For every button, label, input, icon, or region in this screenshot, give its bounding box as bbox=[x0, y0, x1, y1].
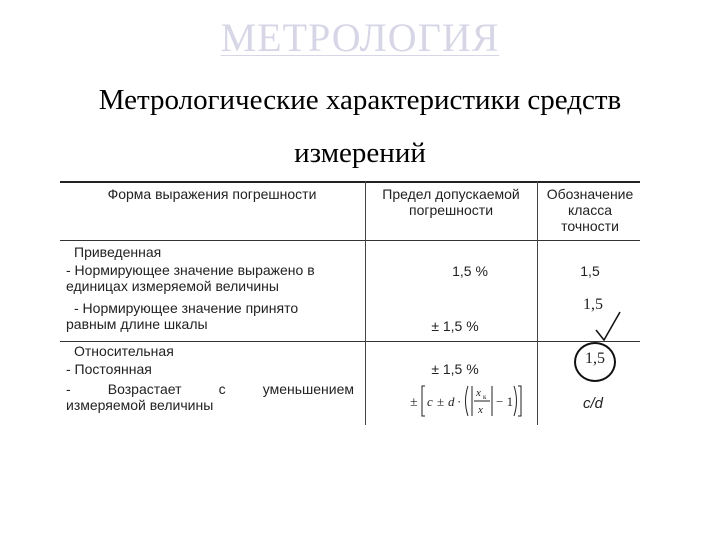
reduced-item-2-class: 1,5 bbox=[583, 296, 603, 313]
table-top-rule bbox=[60, 181, 640, 183]
reduced-item-2-text: - Нормирующее значение принято равным длине шкалы bbox=[66, 300, 299, 332]
formula-dot: · bbox=[457, 394, 462, 409]
reduced-item-1-text: - Нормирующее значение выражено в единицах измеряемой величины bbox=[66, 262, 315, 294]
header-accuracy-class: Обозначение класса точности bbox=[546, 186, 634, 234]
formula-pm: ± bbox=[410, 395, 418, 410]
formula-d: d bbox=[448, 394, 455, 409]
formula-numerator-sub: к bbox=[483, 393, 487, 401]
reduced-item-1-limit: 1,5 % bbox=[452, 263, 488, 279]
table-section-rule bbox=[60, 341, 640, 342]
formula-numerator: x bbox=[476, 387, 481, 399]
relative-item-2-line-1: - Возрастает с уменьшением bbox=[66, 381, 354, 397]
reduced-heading: Приведенная bbox=[74, 244, 162, 260]
slide-title: МЕТРОЛОГИЯ bbox=[220, 15, 500, 60]
relative-item-1-class: 1,5 bbox=[585, 350, 605, 367]
relative-heading: Относительная bbox=[74, 343, 174, 359]
formula-minus-one: − 1 bbox=[496, 394, 514, 409]
header-error-limit: Предел допускаемой погрешности bbox=[382, 186, 520, 218]
reduced-item-1-class: 1,5 bbox=[580, 263, 600, 279]
formula-c: c bbox=[427, 394, 433, 409]
formula-denominator: x bbox=[478, 404, 483, 416]
relative-item-1-limit: ± 1,5 % bbox=[431, 361, 479, 377]
slide-subtitle-line-1: Метрологические характеристики средств bbox=[98, 84, 622, 116]
header-error-form: Форма выражения погрешности bbox=[107, 186, 317, 202]
relative-item-2-class: c/d bbox=[582, 395, 603, 412]
reduced-item-2-limit: ± 1,5 % bbox=[431, 318, 479, 334]
relative-item-1-text: - Постоянная bbox=[66, 361, 152, 377]
relative-error-formula bbox=[410, 380, 530, 420]
slide-subtitle-line-2: измерений bbox=[294, 137, 426, 169]
formula-op: ± bbox=[437, 394, 445, 409]
table-header-rule bbox=[60, 240, 640, 241]
relative-item-2-text: - Возрастает с уменьшением измеряемой величины bbox=[66, 381, 354, 413]
